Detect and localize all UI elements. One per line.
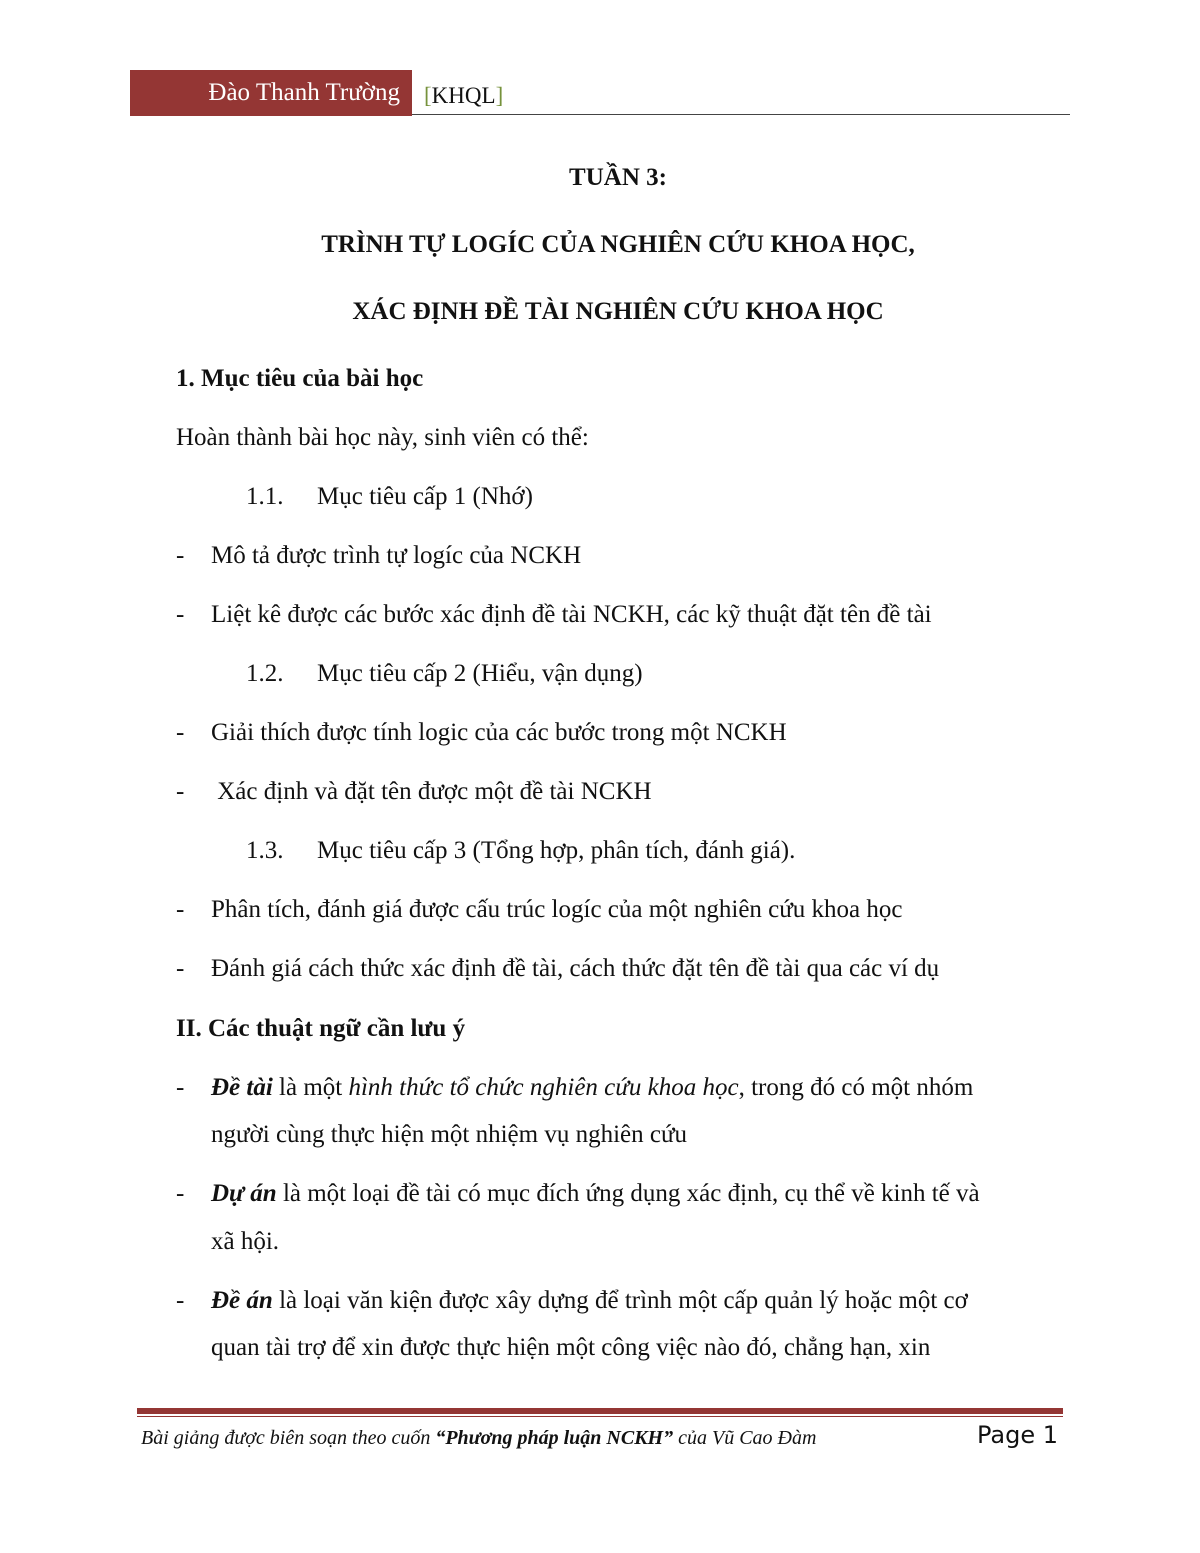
term-name: Dự án <box>211 1180 277 1207</box>
header-rule <box>412 114 1070 115</box>
header-course-tag <box>424 80 503 112</box>
level-2-item-2: Xác định và đặt tên được một đề tài NCKH <box>211 778 652 805</box>
bullet-dash: - <box>176 896 185 923</box>
term-text: là một <box>272 1074 349 1101</box>
term-text: là loại văn kiện được xây dựng để trình một cấp quản lý hoặc một cơ <box>272 1287 968 1314</box>
footer-rule-thick <box>137 1408 1063 1414</box>
tag-close-bracket: ] <box>495 83 504 108</box>
section-1-intro: Hoàn thành bài học này, sinh viên có thể: <box>176 424 589 451</box>
term-du-an <box>211 1177 980 1211</box>
term-de-tai <box>211 1071 973 1105</box>
bullet-dash: - <box>176 719 185 746</box>
footer-text-end: của Vũ Cao Đàm <box>673 1427 817 1449</box>
main-title-line-1: TRÌNH TỰ LOGÍC CỦA NGHIÊN CỨU KHOA HỌC, <box>321 231 915 258</box>
level-1-item-2: Liệt kê được các bước xác định đề tài NCKH, các kỹ thuật đặt tên đề tài <box>211 601 932 628</box>
bullet-dash: - <box>176 1074 185 1101</box>
level-1-item-1: Mô tả được trình tự logíc của NCKH <box>211 542 582 569</box>
tag-open-bracket: [ <box>424 83 432 108</box>
term-du-an-continued: xã hội. <box>211 1228 280 1255</box>
page-number: Page 1 <box>977 1421 1058 1449</box>
tag-text: KHQL <box>431 83 496 108</box>
term-italic-text: hình thức tổ chức nghiên cứu khoa học <box>348 1074 739 1101</box>
level-2-item-1: Giải thích được tính logic của các bước trong một NCKH <box>211 719 787 746</box>
term-de-an-continued: quan tài trợ để xin được thực hiện một công việc nào đó, chẳng hạn, xin <box>211 1334 931 1361</box>
term-text: là một loại đề tài có mục đích ứng dụng xác định, cụ thể về kinh tế và <box>276 1180 980 1207</box>
section-2-heading: II. Các thuật ngữ cần lưu ý <box>176 1015 466 1042</box>
bullet-dash: - <box>176 955 185 982</box>
bullet-dash: - <box>176 1180 185 1207</box>
level-3-item-2: Đánh giá cách thức xác định đề tài, cách thức đặt tên đề tài qua các ví dụ <box>211 955 940 982</box>
footer-citation <box>141 1424 816 1452</box>
section-1-heading: 1. Mục tiêu của bài học <box>176 365 424 392</box>
header-author-name: Đào Thanh Trường <box>208 79 400 106</box>
level-2-label: Mục tiêu cấp 2 (Hiểu, vận dụng) <box>317 660 643 687</box>
term-text-end: , trong đó có một nhóm <box>738 1074 974 1101</box>
level-1-number: 1.1. <box>246 483 284 510</box>
bullet-dash: - <box>176 1287 185 1314</box>
level-2-number: 1.2. <box>246 660 284 687</box>
footer-text-start: Bài giảng được biên soạn theo cuốn <box>141 1427 436 1449</box>
header-author-banner <box>130 70 412 116</box>
footer-book-title: “Phương pháp luận NCKH” <box>435 1427 674 1449</box>
level-3-label: Mục tiêu cấp 3 (Tổng hợp, phân tích, đánh giá). <box>317 837 796 864</box>
level-1-label: Mục tiêu cấp 1 (Nhớ) <box>317 483 533 510</box>
bullet-dash: - <box>176 778 185 805</box>
week-title: TUẦN 3: <box>569 164 667 191</box>
footer-rule-thin <box>137 1416 1063 1417</box>
term-de-an <box>211 1284 968 1318</box>
bullet-dash: - <box>176 601 185 628</box>
term-de-tai-continued: người cùng thực hiện một nhiệm vụ nghiên cứu <box>211 1121 688 1148</box>
bullet-dash: - <box>176 542 185 569</box>
main-title-line-2: XÁC ĐỊNH ĐỀ TÀI NGHIÊN CỨU KHOA HỌC <box>352 298 884 325</box>
term-name: Đề tài <box>211 1074 273 1101</box>
level-3-number: 1.3. <box>246 837 284 864</box>
term-name: Đề án <box>211 1287 273 1314</box>
level-3-item-1: Phân tích, đánh giá được cấu trúc logíc của một nghiên cứu khoa học <box>211 896 903 923</box>
